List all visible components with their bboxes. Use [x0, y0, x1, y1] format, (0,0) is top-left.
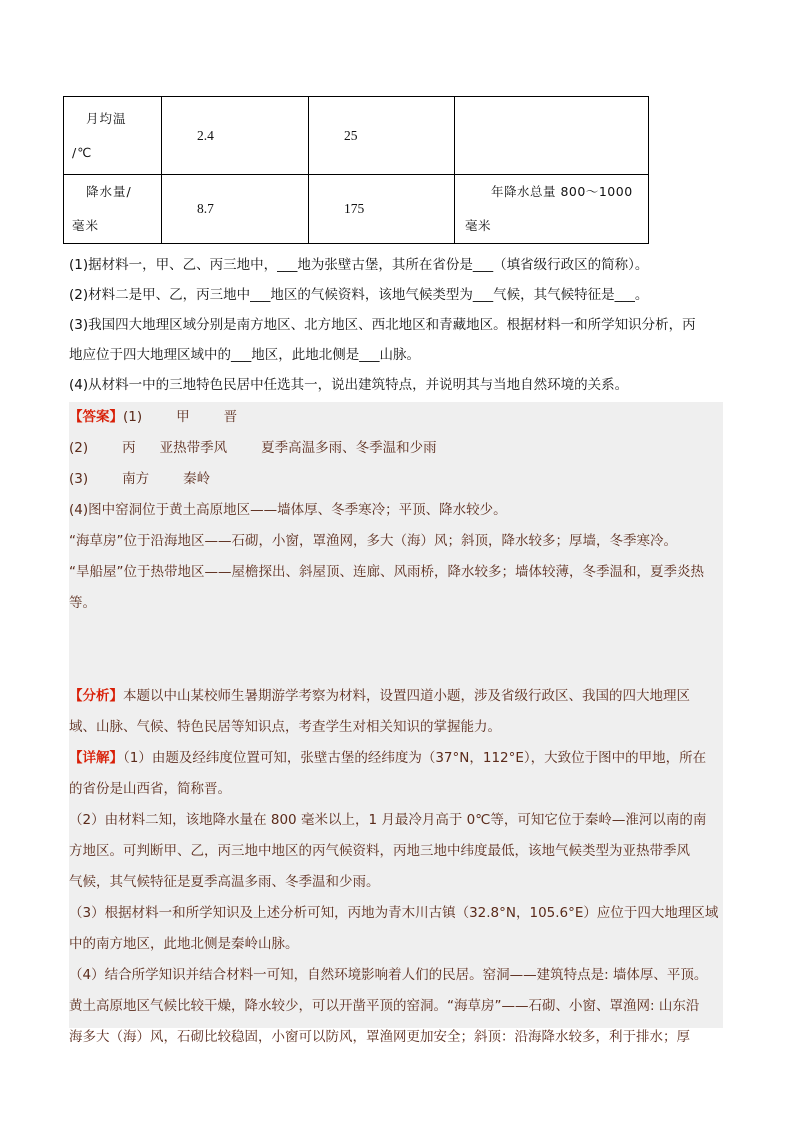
- answer-tag: 【答案】: [69, 409, 123, 425]
- detail-line8: （4）结合所学知识并结合材料一可知，自然环境影响着人们的民居。窑洞——建筑特点是: 墙体厚、平顶。: [69, 967, 708, 983]
- temperature-label-line1: 月均温: [86, 110, 127, 126]
- precipitation-note-line2: 毫米: [465, 218, 492, 233]
- answer-3: [69, 464, 723, 495]
- answer-4-line3: “旱船屋”位于热带地区——屋檐探出、斜屋顶、连廊、风雨桥，降水较多；墙体较薄，冬季温和，夏季炎热: [69, 564, 704, 580]
- analysis-tag: 【分析】: [69, 688, 123, 704]
- detail-line5: 气候，其气候特征是夏季高温多雨、冬季温和少雨。: [69, 874, 380, 890]
- precipitation-note-line1: 年降水总量 800～1000: [491, 184, 633, 199]
- analysis-text-1: 本题以中山某校师生暑期游学考察为材料，设置四道小题，涉及省级行政区、我国的四大地理区: [123, 688, 690, 704]
- table-row-precipitation: [64, 175, 649, 244]
- cell-temperature-2: 25: [309, 97, 455, 175]
- detail-line9: 黄土高原地区气候比较干燥，降水较少，可以开凿平顶的窑洞。“海草房”——石砌、小窗、罩渔网: 山东沿: [69, 998, 700, 1014]
- answer-section: [69, 402, 723, 1045]
- precipitation-label-line1: 降水量/: [86, 184, 132, 199]
- question-4: (4)从材料一中的三地特色民居中任选其一，说出建筑特点，并说明其与当地自然环境的关系。: [69, 377, 629, 393]
- cell-label-precipitation: [64, 175, 162, 244]
- question-2: (2)材料二是甲、乙，丙三地中___地区的气候资料，该地气候类型为___气候，其气候特征是___。: [69, 287, 649, 303]
- detail-line1: [69, 743, 723, 774]
- table-row-temperature: [64, 97, 649, 175]
- cell-label-temperature: [64, 97, 162, 175]
- detail-line2: 的省份是山西省，简称晋。: [69, 781, 231, 797]
- cell-precipitation-2: 175: [309, 175, 455, 244]
- answer-1: [69, 402, 723, 433]
- answer-3-part1: 南方: [122, 471, 150, 487]
- cell-temperature-1: 2.4: [162, 97, 309, 175]
- question-1: (1)据材料一，甲、乙、丙三地中，___地为张壁古堡，其所在省份是___（填省级行政区的简称）。: [69, 257, 649, 273]
- answer-3-part2: 秦岭: [183, 471, 211, 487]
- analysis-line1: [69, 681, 723, 712]
- detail-line6: （3）根据材料一和所学知识及上述分析可知，丙地为青木川古镇（32.8°N，105.6°E）应位于四大地理区域: [69, 905, 719, 921]
- question-3: (3)我国四大地理区域分别是南方地区、北方地区、西北地区和青藏地区。根据材料一和所学知识分析，丙: [69, 317, 696, 333]
- precipitation-label-line2: 毫米: [72, 218, 100, 233]
- answer-2-part1: 丙: [122, 440, 136, 456]
- spacer: [69, 619, 723, 681]
- detail-line7: 中的南方地区，此地北侧是秦岭山脉。: [69, 936, 299, 952]
- answer-3-num: (3): [69, 471, 89, 487]
- detail-line3: （2）由材料二知，该地降水量在 800 毫米以上，1 月最冷月高于 0℃等，可知它位于秦岭—淮河以南的南: [69, 812, 707, 828]
- answer-1-num: (1): [123, 409, 143, 425]
- detail-tag: 【详解】: [69, 750, 123, 766]
- analysis-line2: 域、山脉、气候、特色民居等知识点，考查学生对相关知识的掌握能力。: [69, 719, 501, 735]
- temperature-label-line2: /℃: [72, 144, 93, 160]
- detail-line4: 方地区。可判断甲、乙，丙三地中地区的丙气候资料，丙地三地中纬度最低，该地气候类型为亚热带季风: [69, 843, 690, 859]
- question-list: [69, 250, 729, 400]
- detail-text-1: （1）由题及经纬度位置可知，张壁古堡的经纬度为（37°N，112°E），大致位于图中的甲地，所在: [123, 750, 707, 766]
- cell-temperature-note: [455, 97, 649, 175]
- answer-4-line4: 等。: [69, 595, 96, 611]
- detail-line10: 海多大（海）风，石砌比较稳固，小窗可以防风，罩渔网更加安全；斜顶：沿海降水较多，利于排水；厚: [69, 1029, 690, 1045]
- answer-2-part2: 亚热带季风: [159, 440, 228, 456]
- cell-precipitation-1: 8.7: [162, 175, 309, 244]
- climate-table: [63, 96, 649, 244]
- question-3-cont: 地应位于四大地理区域中的___地区，此地北侧是___山脉。: [69, 347, 420, 363]
- answer-4-line2: “海草房”位于沿海地区——石砌，小窗，罩渔网，多大（海）风；斜顶，降水较多；厚墙，冬季寒冷。: [69, 533, 677, 549]
- answer-1-part1: 甲: [176, 409, 190, 425]
- answer-2-part3: 夏季高温多雨、冬季温和少雨: [261, 440, 437, 456]
- cell-precipitation-note: [455, 175, 649, 244]
- answer-1-part2: 晋: [223, 409, 238, 425]
- answer-4-line1: (4)图中窑洞位于黄土高原地区——墙体厚、冬季寒冷；平顶、降水较少。: [69, 502, 507, 518]
- answer-2: [69, 433, 723, 464]
- answer-2-num: (2): [69, 440, 89, 456]
